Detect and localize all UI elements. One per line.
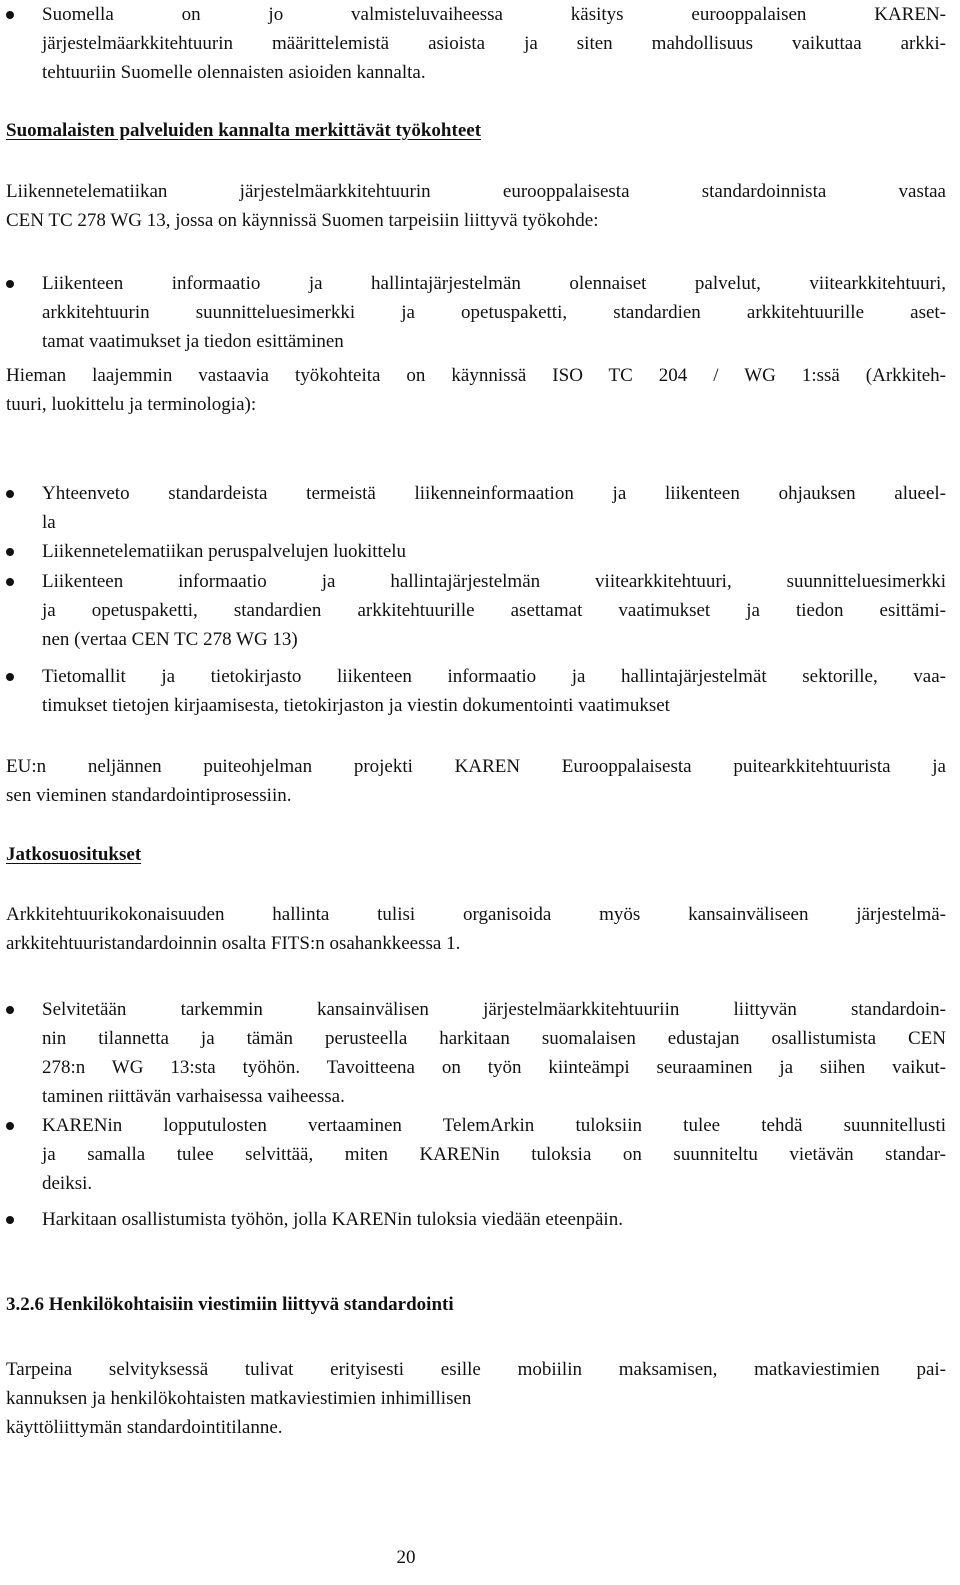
text-line: Selvitetään tarkemmin kansainvälisen järjestelmäarkkitehtuuriin liittyvän standardoin-	[42, 999, 946, 1020]
paragraph	[6, 361, 946, 419]
text-line: tamat vaatimukset ja tiedon esittäminen	[42, 331, 344, 352]
text-line: Suomella on jo valmisteluvaiheessa käsitys eurooppalaisen KAREN-	[42, 4, 946, 25]
text-line: käyttöliittymän standardointitilanne.	[6, 1417, 283, 1438]
text-line: arkkitehtuuristandardoinnin osalta FITS:n osahankkeessa 1.	[6, 933, 461, 954]
bullet-dot	[6, 673, 14, 681]
bullet-dot	[6, 1216, 14, 1224]
text-line: Harkitaan osallistumista työhön, jolla KARENin tuloksia viedään eteenpäin.	[42, 1209, 623, 1230]
bullet-dot	[6, 1006, 14, 1014]
text-line: deiksi.	[42, 1173, 93, 1194]
text-line: sen vieminen standardointiprosessiin.	[6, 785, 292, 806]
text-line: ja opetuspaketti, standardien arkkitehtuurille asettamat vaatimukset ja tiedon esittämi-	[42, 600, 946, 621]
text-line: Tietomallit ja tietokirjasto liikenteen informaatio ja hallintajärjestelmät sektorille, vaa-	[42, 666, 946, 687]
text-line: timukset tietojen kirjaamisesta, tietokirjaston ja viestin dokumentointi vaatimukset	[42, 695, 670, 716]
text-line: nen (vertaa CEN TC 278 WG 13)	[42, 629, 298, 650]
text-line: Tarpeina selvityksessä tulivat erityisesti esille mobiilin maksamisen, matkaviestimien pai-	[6, 1359, 946, 1380]
paragraph	[6, 177, 946, 235]
section-heading: Suomalaisten palveluiden kannalta merkittävät työkohteet	[6, 120, 482, 141]
section-heading: Jatkosuositukset	[6, 844, 142, 865]
text-line: Yhteenveto standardeista termeistä liikenneinformaation ja liikenteen ohjauksen alueel-	[42, 483, 946, 504]
bullet-dot	[6, 490, 14, 498]
text-line: tuuri, luokittelu ja terminologia):	[6, 394, 257, 415]
text-line: EU:n neljännen puiteohjelman projekti KAREN Eurooppalaisesta puitearkkitehtuurista ja	[6, 756, 946, 777]
paragraph	[6, 900, 946, 958]
text-line: Hieman laajemmin vastaavia työkohteita on käynnissä ISO TC 204 / WG 1:ssä (Arkkiteh-	[6, 365, 946, 386]
bullet-dot	[6, 11, 14, 19]
text-line: nin tilannetta ja tämän perusteella harkitaan suomalaisen edustajan osallistumista CEN	[42, 1028, 946, 1049]
paragraph	[6, 752, 946, 810]
text-line: KARENin lopputulosten vertaaminen TelemArkin tuloksiin tulee tehdä suunnitellusti	[42, 1115, 946, 1136]
bullet-dot	[6, 280, 14, 288]
bullet-dot	[6, 1122, 14, 1130]
text-line: Liikenteen informaatio ja hallintajärjestelmän viitearkkitehtuuri, suunnitteluesimerkki	[42, 571, 946, 592]
text-line: arkkitehtuurin suunnitteluesimerkki ja opetuspaketti, standardien arkkitehtuurille aset-	[42, 302, 946, 323]
bullet-dot	[6, 548, 14, 556]
text-line: Arkkitehtuurikokonaisuuden hallinta tulisi organisoida myös kansainväliseen järjestelmä-	[6, 904, 946, 925]
text-line: 278:n WG 13:sta työhön. Tavoitteena on työn kiinteämpi seuraaminen ja siihen vaikut-	[42, 1057, 946, 1078]
bullet-dot	[6, 578, 14, 586]
section-heading: 3.2.6 Henkilökohtaisiin viestimiin liittyvä standardointi	[6, 1294, 454, 1315]
text-line: ja samalla tulee selvittää, miten KARENin tuloksia on suunniteltu vietävän standar-	[42, 1144, 946, 1165]
text-line: tehtuuriin Suomelle olennaisten asioiden kannalta.	[42, 62, 426, 83]
text-line: Liikennetelematiikan järjestelmäarkkitehtuurin eurooppalaisesta standardoinnista vastaa	[6, 181, 946, 202]
text-line: Liikenteen informaatio ja hallintajärjestelmän olennaiset palvelut, viitearkkitehtuuri,	[42, 273, 946, 294]
text-line: Liikennetelematiikan peruspalvelujen luokittelu	[42, 541, 407, 562]
text-line: kannuksen ja henkilökohtaisten matkaviestimien inhimillisen	[6, 1388, 472, 1409]
text-line: la	[42, 512, 56, 533]
text-line: CEN TC 278 WG 13, jossa on käynnissä Suomen tarpeisiin liittyvä työkohde:	[6, 210, 599, 231]
text-line: järjestelmäarkkitehtuurin määrittelemistä asioista ja siten mahdollisuus vaikuttaa arkki-	[42, 33, 946, 54]
page-number: 20	[396, 1547, 416, 1568]
text-line: taminen riittävän varhaisessa vaiheessa.	[42, 1086, 345, 1107]
paragraph	[6, 1355, 946, 1442]
